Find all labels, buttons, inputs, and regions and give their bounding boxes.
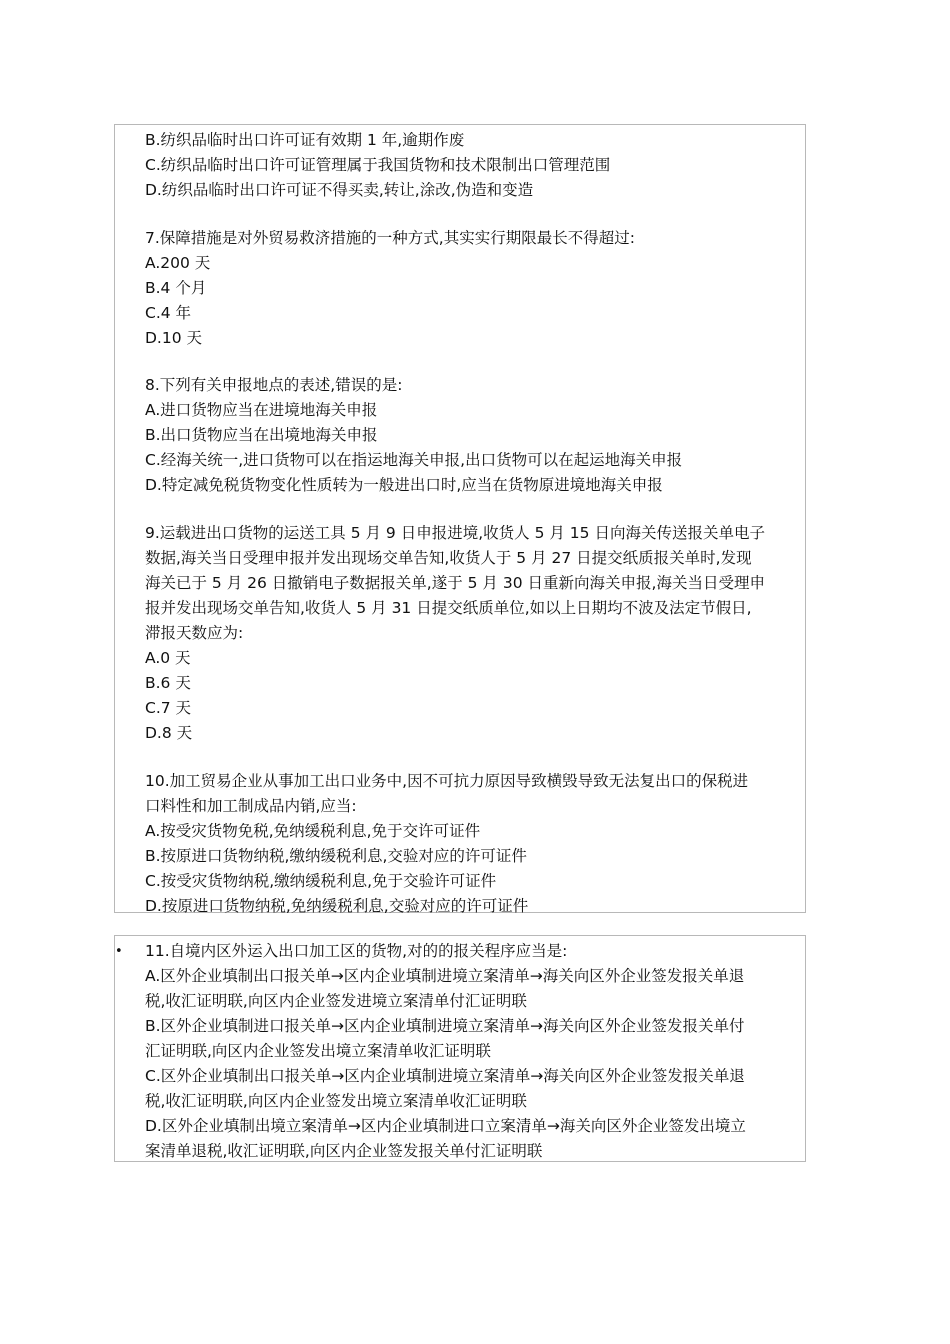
option-d: D.纺织品临时出口许可证不得买卖,转让,涂改,伪造和变造 [145, 181, 534, 199]
question-stem-line-3: 海关已于 5 月 26 日撤销电子数据报关单,遂于 5 月 30 日重新向海关申报,海关当日受理申 [145, 574, 765, 592]
question-stem: 11.自境内区外运入出口加工区的货物,对的的报关程序应当是: [145, 942, 568, 960]
option-a-line-2: 税,收汇证明联,向区内企业签发进境立案清单付汇证明联 [145, 992, 527, 1010]
question-8 [145, 373, 799, 498]
option-d: D.按原进口货物纳税,免纳缓税利息,交验对应的许可证件 [145, 897, 529, 915]
option-c: C.4 年 [145, 304, 192, 322]
option-c: C.7 天 [145, 699, 192, 717]
question-10 [145, 769, 799, 919]
option-b: B.按原进口货物纳税,缴纳缓税利息,交验对应的许可证件 [145, 847, 527, 865]
option-c: C.经海关统一,进口货物可以在指运地海关申报,出口货物可以在起运地海关申报 [145, 451, 683, 469]
question-box-1 [114, 124, 806, 913]
option-d-line-1: D.区外企业填制出境立案清单→区内企业填制进口立案清单→海关向区外企业签发出境立 [145, 1117, 746, 1135]
question-stem-line-2: 数据,海关当日受理申报并发出现场交单告知,收货人于 5 月 27 日提交纸质报关单时,发现 [145, 549, 752, 567]
option-a: A.按受灾货物免税,免纳缓税利息,免于交许可证件 [145, 822, 481, 840]
option-b: B.4 个月 [145, 279, 207, 297]
option-b: B.6 天 [145, 674, 191, 692]
option-a-line-1: A.区外企业填制出口报关单→区内企业填制进境立案清单→海关向区外企业签发报关单退 [145, 967, 745, 985]
question-box-2 [114, 935, 806, 1162]
question-stem: 7.保障措施是对外贸易救济措施的一种方式,其实实行期限最长不得超过: [145, 229, 635, 247]
option-b-line-2: 汇证明联,向区内企业签发出境立案清单收汇证明联 [145, 1042, 491, 1060]
option-b-line-1: B.区外企业填制进口报关单→区内企业填制进境立案清单→海关向区外企业签发报关单付 [145, 1017, 745, 1035]
question-stem-line-1: 10.加工贸易企业从事加工出口业务中,因不可抗力原因导致横毁导致无法复出口的保税进 [145, 772, 749, 790]
question-6-tail [145, 128, 799, 203]
option-c-line-2: 税,收汇证明联,向区内企业签发出境立案清单收汇证明联 [145, 1092, 527, 1110]
question-stem-line-2: 口料性和加工制成品内销,应当: [145, 797, 357, 815]
option-d-line-2: 案清单退税,收汇证明联,向区内企业签发报关单付汇证明联 [145, 1142, 543, 1160]
option-d: D.10 天 [145, 329, 203, 347]
question-11 [145, 939, 799, 1164]
question-stem: 8.下列有关申报地点的表述,错误的是: [145, 376, 403, 394]
option-c: C.纺织品临时出口许可证管理属于我国货物和技术限制出口管理范围 [145, 156, 611, 174]
question-stem-line-1: 9.运载进出口货物的运送工具 5 月 9 日申报进境,收货人 5 月 15 日向海关传送报关单电子 [145, 524, 765, 542]
option-d: D.8 天 [145, 724, 193, 742]
option-d: D.特定减免税货物变化性质转为一般进出口时,应当在货物原进境地海关申报 [145, 476, 663, 494]
question-9 [145, 521, 799, 746]
question-stem-line-5: 滞报天数应为: [145, 624, 244, 642]
question-stem-line-4: 报并发出现场交单告知,收货人 5 月 31 日提交纸质单位,如以上日期均不波及法定节假日, [145, 599, 752, 617]
option-a: A.进口货物应当在进境地海关申报 [145, 401, 378, 419]
list-bullet: • [115, 944, 123, 959]
option-c-line-1: C.区外企业填制出口报关单→区内企业填制进境立案清单→海关向区外企业签发报关单退 [145, 1067, 745, 1085]
question-7 [145, 226, 799, 351]
option-c: C.按受灾货物纳税,缴纳缓税利息,免于交验许可证件 [145, 872, 497, 890]
option-a: A.0 天 [145, 649, 191, 667]
option-a: A.200 天 [145, 254, 211, 272]
option-b: B.纺织品临时出口许可证有效期 1 年,逾期作废 [145, 131, 465, 149]
option-b: B.出口货物应当在出境地海关申报 [145, 426, 378, 444]
